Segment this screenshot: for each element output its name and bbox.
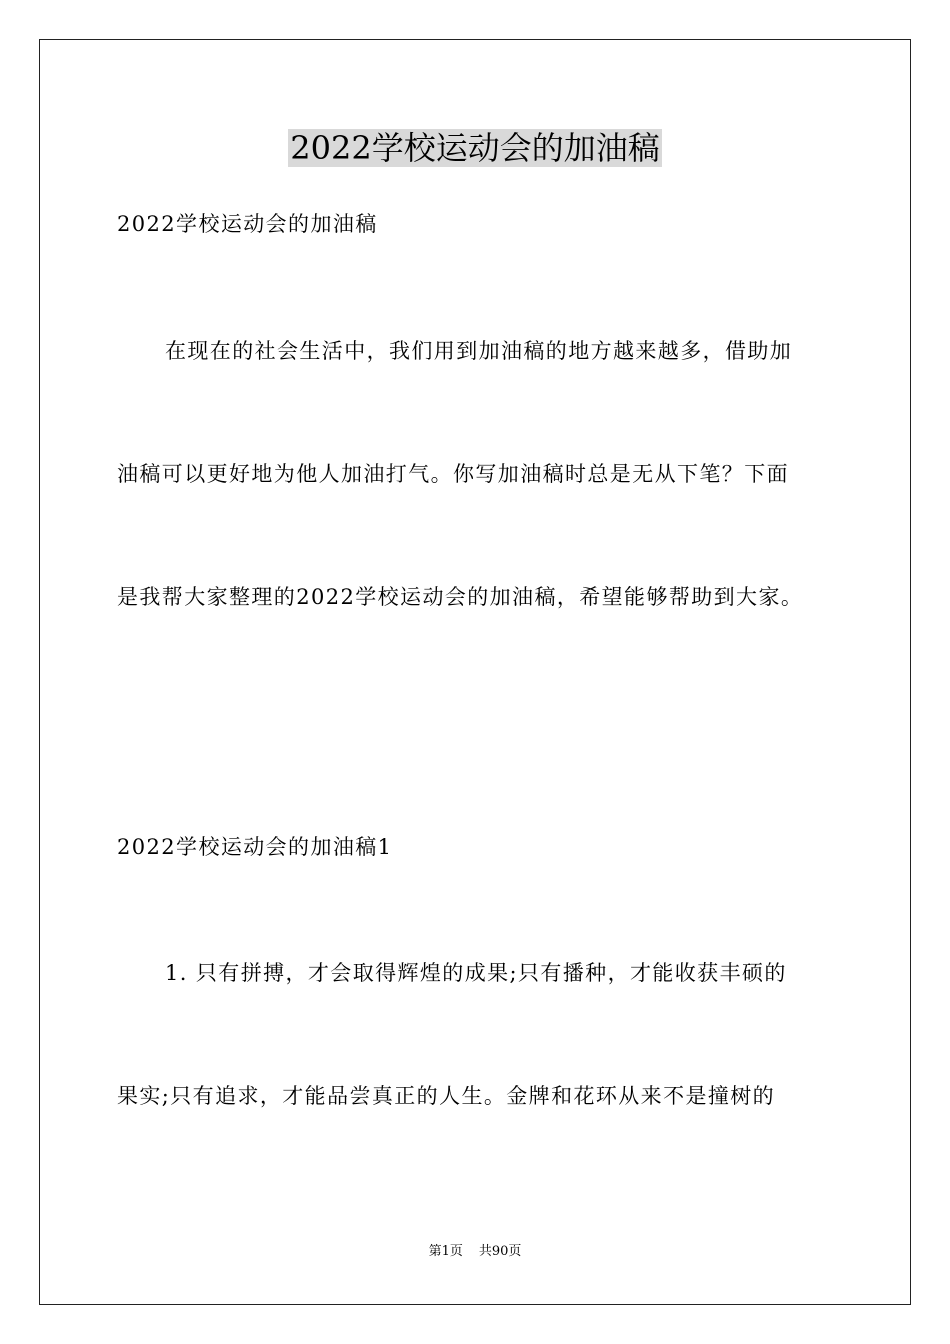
section-heading: 2022学校运动会的加油稿1 <box>117 835 393 859</box>
document-title-text: 2022学校运动会的加油稿 <box>290 129 660 167</box>
item1-line-1: 1. 只有拼搏，才会取得辉煌的成果;只有播种，才能收获丰硕的 <box>165 961 787 985</box>
intro-line-1: 在现在的社会生活中，我们用到加油稿的地方越来越多，借助加 <box>165 339 793 363</box>
intro-line-2: 油稿可以更好地为他人加油打气。你写加油稿时总是无从下笔？下面 <box>117 462 789 486</box>
intro-line-3: 是我帮大家整理的2022学校运动会的加油稿，希望能够帮助到大家。 <box>117 585 804 609</box>
page-total: 共90页 <box>478 1244 522 1259</box>
document-subtitle: 2022学校运动会的加油稿 <box>117 212 378 236</box>
document-title <box>0 126 950 170</box>
page-footer <box>0 1243 950 1261</box>
item1-line-2: 果实;只有追求，才能品尝真正的人生。金牌和花环从来不是撞树的 <box>117 1084 776 1108</box>
page-number: 第1页 <box>428 1244 463 1259</box>
